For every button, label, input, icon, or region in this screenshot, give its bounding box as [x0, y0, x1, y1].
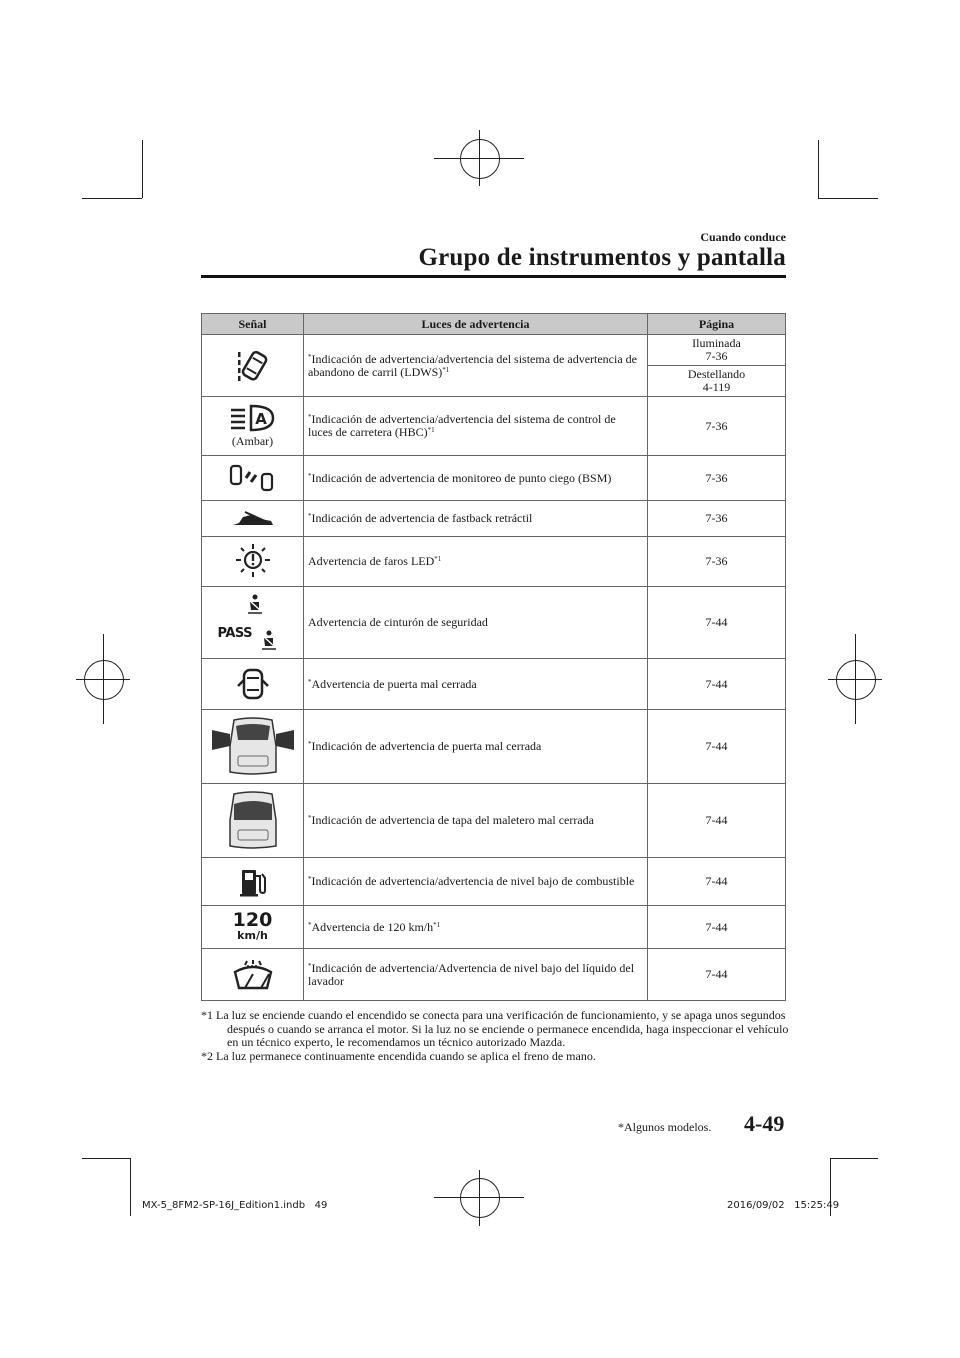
warning-text [304, 501, 648, 537]
page-ref: 7-44 [648, 784, 786, 858]
warning-lights-table [201, 313, 786, 1001]
icon-cell [202, 784, 304, 858]
table-header-row [202, 314, 786, 335]
icon-cell [202, 949, 304, 1001]
icon-cell [202, 537, 304, 587]
footnote-2: *2 La luz permanece continuamente encendida cuando se aplica el freno de mano. [201, 1048, 596, 1063]
warning-label: Indicación de advertencia/advertencia del sistema de control de luces de carretera (HBC) [308, 412, 616, 439]
warning-label: Indicación de advertencia de puerta mal cerrada [311, 739, 542, 753]
warning-text [304, 587, 648, 659]
washer-fluid-icon [231, 958, 275, 992]
model-asterisk: * [308, 875, 312, 883]
page-ref: 7-36 [648, 537, 786, 587]
table-row [202, 537, 786, 587]
print-file-name: MX-5_8FM2-SP-16J_Edition1.indb 49 [142, 1200, 328, 1211]
warning-label: Indicación de advertencia/advertencia del sistema de advertencia de abandono de carril (LDWS) [308, 351, 637, 379]
table-row [202, 335, 786, 366]
pass-label: PASS [217, 625, 253, 641]
table-row [202, 906, 786, 949]
warning-label: Indicación de advertencia de monitoreo de punto ciego (BSM) [311, 470, 612, 485]
page-ref: 7-36 [648, 397, 786, 456]
section-label: Cuando conduce [700, 230, 786, 244]
page-title: Grupo de instrumentos y pantalla [418, 244, 786, 271]
icon-cell [202, 659, 304, 710]
warning-text [304, 858, 648, 906]
warning-text [304, 397, 648, 456]
col-header-page: Página [648, 314, 786, 335]
icon-cell [202, 858, 304, 906]
table-row [202, 784, 786, 858]
warning-text [304, 710, 648, 784]
header-rule [201, 275, 786, 278]
table-row [202, 587, 786, 659]
icon-color-label: (Ambar) [231, 434, 274, 448]
svg-text:A: A [254, 410, 267, 428]
page-ref: Iluminada 7-36 [648, 335, 786, 366]
model-asterisk: * [308, 920, 312, 929]
table-row [202, 456, 786, 501]
warning-label: Advertencia de faros LED [308, 554, 435, 568]
table-row [202, 858, 786, 906]
model-asterisk: * [308, 677, 312, 686]
high-beam-control-icon [229, 403, 277, 433]
model-asterisk: * [308, 961, 312, 970]
icon-cell [202, 335, 304, 397]
icon-cell [202, 397, 304, 456]
footnotes [201, 1009, 791, 1063]
speed-120-icon [233, 911, 273, 941]
footnote-ref: *1 [433, 920, 441, 929]
page-ref: 7-44 [648, 710, 786, 784]
print-timestamp: 2016/09/02 15:25:49 [727, 1200, 840, 1211]
warning-label: Indicación de advertencia/advertencia de nivel bajo de combustible [311, 874, 635, 888]
warning-label: Indicación de advertencia de tapa del maletero mal cerrada [311, 813, 595, 827]
warning-text [304, 784, 648, 858]
model-asterisk: * [308, 512, 312, 520]
model-asterisk: * [308, 814, 312, 822]
footnote-ref: *1 [442, 365, 450, 374]
page-ref: Destellando 4-119 [648, 366, 786, 397]
warning-label: Indicación de advertencia de fastback retráctil [311, 511, 533, 525]
models-note: *Algunos modelos. [618, 1120, 712, 1134]
table-row [202, 949, 786, 1001]
warning-label: Indicación de advertencia/Advertencia de nivel bajo del líquido del lavador [308, 960, 635, 988]
icon-cell [202, 906, 304, 949]
speed-unit: km/h [237, 929, 268, 942]
warning-label: Advertencia de cinturón de seguridad [308, 615, 488, 629]
icon-cell [202, 587, 304, 659]
warning-label: Advertencia de 120 km/h [311, 919, 434, 934]
speed-value: 120 [232, 909, 273, 931]
passenger-seat-belt-icon [260, 630, 278, 650]
footnote-ref: *1 [434, 555, 442, 563]
icon-cell [202, 456, 304, 501]
model-asterisk: * [308, 740, 312, 748]
door-ajar-icon [235, 666, 271, 702]
col-header-warning: Luces de advertencia [304, 314, 648, 335]
page-number: 4-49 [744, 1111, 785, 1136]
page-ref: 7-44 [648, 906, 786, 949]
footnote-ref: *1 [427, 426, 435, 434]
fastback-roof-icon [231, 509, 275, 529]
warning-text [304, 456, 648, 501]
table-row [202, 659, 786, 710]
low-fuel-icon [238, 866, 268, 898]
warning-text [304, 335, 648, 397]
model-asterisk: * [308, 352, 312, 361]
seat-belt-icon [246, 594, 264, 614]
icon-cell [202, 501, 304, 537]
blind-spot-monitor-icon [228, 464, 278, 492]
warning-text [304, 949, 648, 1001]
warning-text [304, 906, 648, 949]
model-asterisk: * [308, 471, 312, 480]
door-ajar-car-icon [208, 716, 298, 778]
led-headlight-warning-icon [233, 542, 273, 582]
table-row [202, 710, 786, 784]
model-asterisk: * [308, 413, 312, 421]
footnote-1: *1 La luz se enciende cuando el encendido se conecta para una verificación de funcionamiento, y se apaga unos segundos después o cuando se arranca el motor. Si la luz no se enciende o permanece encendida, haga inspeccionar el vehículo en un técnico experto, le recomendamos un técnico autorizado Mazda. [201, 1008, 789, 1049]
trunk-ajar-car-icon [218, 790, 288, 852]
table-row [202, 397, 786, 456]
page-ref: 7-44 [648, 949, 786, 1001]
page-ref: 7-44 [648, 659, 786, 710]
page-ref: 7-36 [648, 456, 786, 501]
col-header-signal: Señal [202, 314, 304, 335]
table-row [202, 501, 786, 537]
warning-label: Advertencia de puerta mal cerrada [311, 676, 477, 691]
icon-cell [202, 710, 304, 784]
page-ref: 7-44 [648, 858, 786, 906]
warning-text [304, 537, 648, 587]
page-ref: 7-44 [648, 587, 786, 659]
lane-departure-icon [235, 346, 271, 386]
page-ref: 7-36 [648, 501, 786, 537]
warning-text [304, 659, 648, 710]
